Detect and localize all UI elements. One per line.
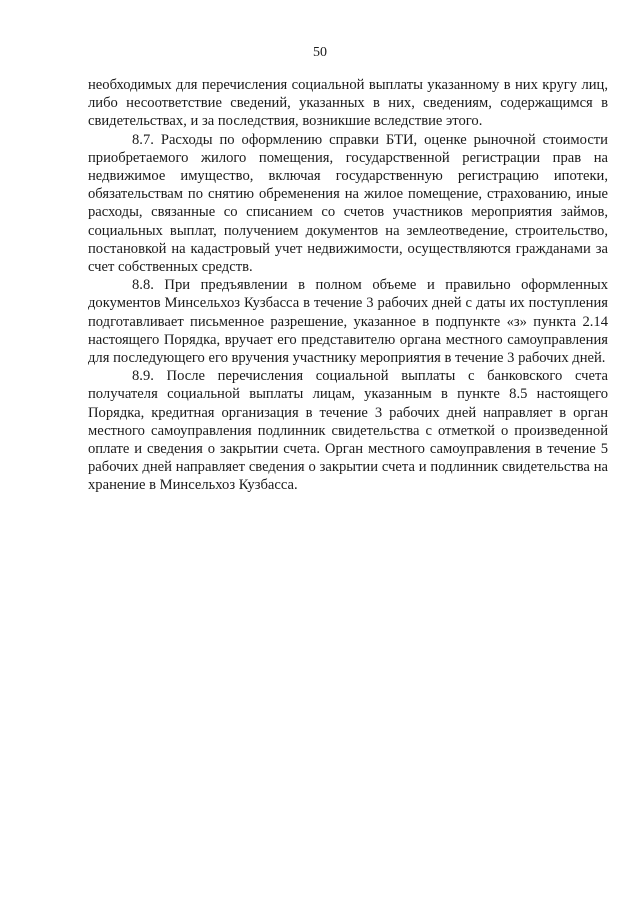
page-number: 50 (313, 45, 327, 60)
document-body (88, 76, 608, 495)
paragraph-8-7: 8.7. Расходы по оформлению справки БТИ, оценке рыночной стоимости приобретаемого жилого помещения, государственной регистрации прав на недвижимое имущество, включая государственную регистрацию ипотеки, обязательствам по снятию обременения на жилое помещение, страхованию, иные расходы, связанные со списанием со счетов участников мероприятия займов, социальных выплат, получением документов на землеотведение, строительство, постановкой на кадастровый учет недвижимости, осуществляются гражданами за счет собственных средств. (88, 131, 608, 276)
paragraph-8-8: 8.8. При предъявлении в полном объеме и правильно оформленных документов Минсельхоз Кузбасса в течение 3 рабочих дней с даты их поступления подготавливает письменное разрешение, указанное в подпункте «з» пункта 2.14 настоящего Порядка, вручает его представителю органа местного самоуправления для последующего его вручения участнику мероприятия в течение 3 рабочих дней. (88, 277, 608, 367)
paragraph-continuation: необходимых для перечисления социальной выплаты указанному в них кругу лиц, либо несоответствие сведений, указанных в них, сведениям, содержащимся в свидетельствах, и за последствия, возникшие вследствие этого. (88, 77, 608, 130)
paragraph-8-9: 8.9. После перечисления социальной выплаты с банковского счета получателя социальной выплаты лицам, указанным в пункте 8.5 настоящего Порядка, кредитная организация в течение 3 рабочих дней направляет в орган местного самоуправления подлинник свидетельства с отметкой о произведенной оплате и сведения о закрытии счета. Орган местного самоуправления в течение 5 рабочих дней направляет сведения о закрытии счета и подлинник свидетельства на хранение в Минсельхоз Кузбасса. (88, 368, 608, 494)
